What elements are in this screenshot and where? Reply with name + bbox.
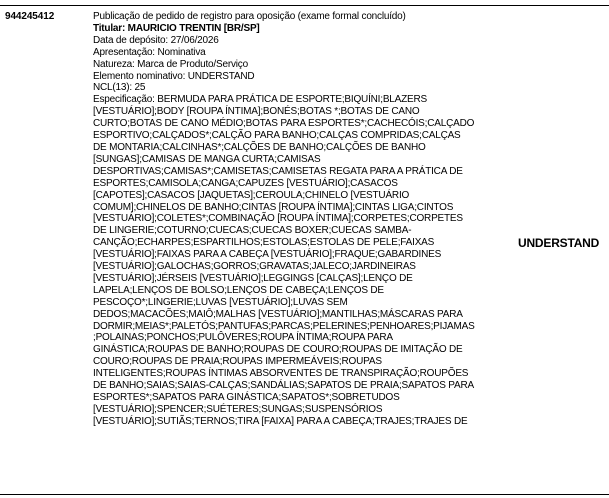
specification-line: CURTO;BOTAS DE CANO MÉDIO;BOTAS PARA ESPORTES*;CACHECÓIS;CALÇADO	[93, 118, 475, 130]
specification-line: CANÇÃO;ECHARPES;ESPARTILHOS;ESTOLAS;ESTOLAS DE PELE;FAIXAS	[93, 237, 435, 249]
specification-line: [VESTUÁRIO];SUTIÃS;TERNOS;TIRA [FAIXA] PARA A CABEÇA;TRAJES;TRAJES DE	[93, 415, 468, 427]
specification-line: DESPORTIVAS;CAMISAS*;CAMISETAS;CAMISETAS REGATA PARA A PRÁTICA DE	[93, 165, 463, 177]
specification-line: ESPORTIVO;CALÇADOS*;CALÇÃO PARA BANHO;CALÇAS COMPRIDAS;CALÇAS	[93, 130, 461, 142]
specification-line: DE MONTARIA;CALCINHAS*;CALÇÕES DE BANHO;CALÇÕES DE BANHO	[93, 141, 426, 153]
specification	[93, 94, 493, 427]
specification-line: GINÁSTICA;ROUPAS DE BANHO;ROUPAS DE COURO;ROUPAS DE IMITAÇÃO DE	[93, 344, 463, 356]
specification-line: INTELIGENTES;ROUPAS ÍNTIMAS ABSORVENTES DE TRANSPIRAÇÃO;ROUPÕES	[93, 368, 469, 380]
specification-line: [SUNGAS];CAMISAS DE MANGA CURTA;CAMISAS	[93, 153, 321, 165]
presentation: Apresentação: Nominativa	[93, 46, 206, 58]
specification-line: [VESTUÁRIO];SPENCER;SUÉTERES;SUNGAS;SUSPENSÓRIOS	[93, 403, 383, 415]
process-number: 944245412	[5, 11, 55, 22]
specification-line: ;POLAINAS;PONCHOS;PULÔVERES;ROUPA ÍNTIMA;ROUPA PARA	[93, 332, 393, 344]
nature: Natureza: Marca de Produto/Serviço	[93, 58, 248, 70]
specification-line: COURO;ROUPAS DE PRAIA;ROUPAS IMPERMEÁVEIS;ROUPAS	[93, 356, 382, 368]
specification-line: DE LINGERIE;COTURNO;CUECAS;CUECAS BOXER;CUECAS SAMBA-	[93, 225, 412, 237]
specification-line: [VESTUÁRIO];GALOCHAS;GORROS;GRAVATAS;JALECO;JARDINEIRAS	[93, 261, 416, 273]
filing-date: Data de depósito: 27/06/2026	[93, 34, 219, 46]
specification-line: COMUM];CHINELOS DE BANHO;CINTAS [ROUPA ÍNTIMA];CINTAS LIGA;CINTOS	[93, 201, 454, 213]
specification-line: [VESTUÁRIO];JÉRSEIS [VESTUÁRIO];LEGGINGS [CALÇAS];LENÇO DE	[93, 272, 413, 284]
specification-line: [VESTUÁRIO];FAIXAS PARA A CABEÇA [VESTUÁRIO];FRAQUE;GABARDINES	[93, 249, 442, 261]
top-divider	[0, 5, 609, 6]
publication-type: Publicação de pedido de registro para oposição (exame formal concluído)	[93, 11, 406, 22]
specification-line: DORMIR;MEIAS*;PALETÓS;PANTUFAS;PARCAS;PELERINES;PENHOARES;PIJAMAS	[93, 320, 475, 332]
specification-line: ESPORTES*;SAPATOS PARA GINÁSTICA;SAPATOS*;SOBRETUDOS	[93, 392, 400, 403]
ncl-class: NCL(13): 25	[93, 82, 146, 94]
record-details	[93, 11, 493, 428]
specification-line: LAPELA;LENÇOS DE BOLSO;LENÇOS DE CABEÇA;LENÇOS DE	[93, 284, 384, 296]
specification-line: [VESTUÁRIO];COLETES*;COMBINAÇÃO [ROUPA ÍNTIMA];CORPETES;CORPETES	[93, 213, 463, 225]
specification-line: ESPORTES;CAMISOLA;CANGA;CAPUZES [VESTUÁRIO];CASACOS	[93, 177, 398, 189]
specification-line: [CAPOTES];CASACOS [JAQUETAS];CEROULA;CHINELO [VESTUÁRIO	[93, 189, 410, 201]
nominative-element: Elemento nominativo: UNDERSTAND	[93, 70, 255, 82]
specification-line: DE BANHO;SAIAS;SAIAS-CALÇAS;SANDÁLIAS;SAPATOS DE PRAIA;SAPATOS PARA	[93, 380, 474, 392]
specification-line: [VESTUÁRIO];BODY [ROUPA ÍNTIMA];BONÉS;BOTAS *;BOTAS DE CANO	[93, 106, 420, 118]
specification-line: DEDOS;MACACÕES;MAIÔ;MALHAS [VESTUÁRIO];MANTILHAS;MÁSCARAS PARA	[93, 308, 463, 320]
trademark-name: UNDERSTAND	[518, 236, 600, 250]
holder: Titular: MAURICIO TRENTIN [BR/SP]	[93, 22, 260, 34]
specification-line: PESCOÇO*;LINGERIE;LUVAS [VESTUÁRIO];LUVAS SEM	[93, 296, 348, 308]
bottom-divider	[0, 494, 609, 495]
specification-line: Especificação: BERMUDA PARA PRÁTICA DE ESPORTE;BIQUÍNI;BLAZERS	[93, 94, 428, 106]
